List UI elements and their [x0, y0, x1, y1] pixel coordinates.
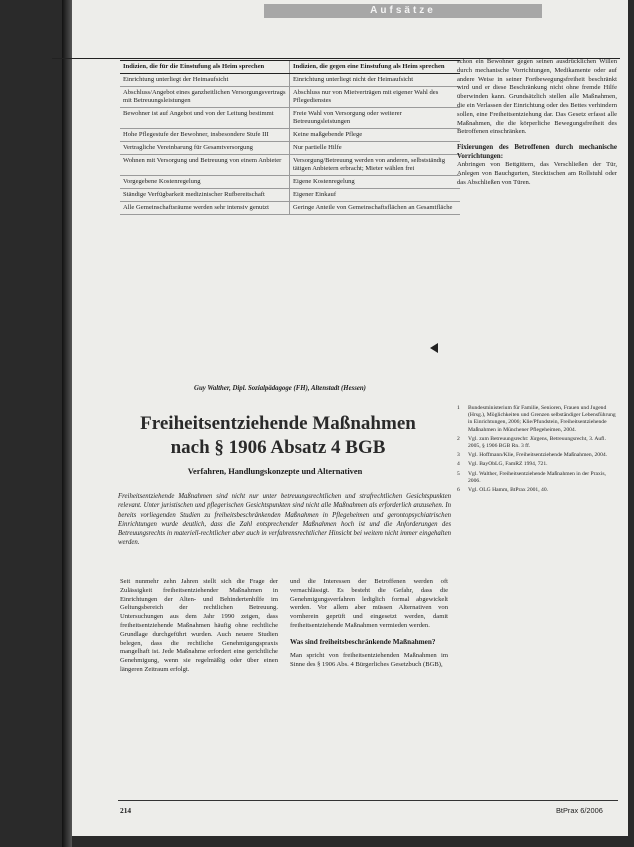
footnote-text: Vgl. OLG Hamm, BtPrax 2001, 40.: [468, 487, 549, 494]
footnote-text: Vgl. Hoffmann/Klie, Freiheitsentziehende Maßnahmen, 2004.: [468, 452, 608, 459]
section-heading: Was sind freiheitsbeschränkende Maßnahmen?: [290, 637, 436, 646]
continuation-arrow-icon: [430, 343, 438, 353]
table-cell: Keine maßgebende Pflege: [293, 131, 363, 138]
section-header: Aufsätze: [264, 4, 542, 18]
footnote: [457, 436, 617, 450]
journal-issue: BtPrax 6/2006: [556, 806, 603, 815]
table-row: [120, 129, 460, 142]
body-text: Anbringen von Bettgittern, das Verschließen der Tür, Anlegen von Bauchgurten, Stecktischen am Rollstuhl oder das Abschließen von Türen.: [457, 161, 617, 186]
table-row: [120, 202, 460, 215]
table-cell: Eigener Einkauf: [293, 191, 337, 198]
table-cell: Vertragliche Vereinbarung für Gesamtversorgung: [120, 142, 290, 154]
table-cell: Wohnen mit Versorgung und Betreuung von einem Anbieter: [120, 155, 290, 175]
footnote-number: 5: [457, 470, 460, 477]
footnote: [457, 461, 617, 468]
footnote-number: 6: [457, 487, 460, 494]
table-cell: Eigene Kostenregelung: [293, 178, 355, 185]
footnote-number: 1: [457, 405, 460, 411]
table-cell: Vorgegebene Kostenregelung: [120, 176, 290, 188]
table-row: [120, 87, 460, 108]
table-cell: Bewohner ist auf Angebot und von der Leitung bestimmt: [120, 108, 290, 128]
table-cell: Freie Wahl von Versorgung oder weiterer Betreuungsleistungen: [293, 110, 402, 125]
table-cell: Versorgung/Betreuung werden von anderen, selbstständig tätigen Anbietern erbracht; Mieter wählen frei: [293, 157, 446, 172]
page-number: 214: [120, 806, 132, 815]
footnote-number: 4: [457, 461, 460, 468]
article-title: [110, 412, 446, 460]
table-cell: Hohe Pflegestufe der Bewohner, insbesondere Stufe III: [120, 129, 290, 141]
criteria-table: [120, 60, 460, 215]
footer-rule: [118, 800, 618, 801]
table-row: [120, 176, 460, 189]
body-text: und die Interessen der Betroffenen werden oft vernachlässigt. Es besteht die Gefahr, dass die Genehmigungsverfahren lediglich formal abgewickelt werden. Vor allem aber müssen Alternativen von vornherein geprüft und eingesetzt werden, damit freiheitsentziehende Maßnahmen vermieden werden.: [290, 578, 448, 629]
footnote-text: Vgl. zum Betreuungsrecht: Jürgens, Betreuungsrecht, 3. Aufl. 2005, § 1906 BGB Rn. 3 ff.: [468, 435, 607, 450]
table-row: [120, 142, 460, 155]
body-text: Seit nunmehr zehn Jahren stellt sich die Frage der Zulässigkeit freiheitsentziehender Maßnahmen in Einrichtungen der Alten- und Behindertenhilfe im Geltungsbereich der rechtlichen Betreuung. Untersuchungen aus dem Jahr 1990 zeigen, dass freiheitsentziehende Maßnahmen häufig ohne rechtliche Grundlage durchgeführt wurden. Auch neuere Studien belegen, dass die rechtliche Genehmigungspraxis mangelhaft ist. Jede Maßnahme erfordert eine gerichtliche Genehmigung, wenn sie regelmäßig oder über einen längeren Zeitraum erfolgt.: [120, 578, 278, 673]
footnote: [457, 471, 617, 485]
article-subtitle: Verfahren, Handlungskonzepte und Alternativen: [187, 467, 363, 476]
table-cell: Abschluss/Angebot eines ganzheitlichen Versorgungsvertrags mit Betreuungsleistungen: [120, 87, 290, 107]
table-row: [120, 74, 460, 87]
table-cell: Alle Gemeinschaftsräume werden sehr intensiv genutzt: [120, 202, 290, 214]
table-header-contra: Indizien, die gegen eine Einstufung als Heim sprechen: [293, 63, 445, 70]
footnote-text: Vgl. Walther, Freiheitsentziehende Maßnahmen in der Praxis, 2006.: [468, 470, 606, 484]
section-heading: Fixierungen des Betroffenen durch mechanische Vorrichtungen:: [457, 143, 617, 161]
footnote-number: 2: [457, 435, 460, 442]
table-header-pro: Indizien, die für die Einstufung als Heim sprechen: [120, 61, 290, 73]
footnote-text: Vgl. BayObLG, FamRZ 1994, 721.: [468, 461, 548, 468]
body-column-left: [120, 578, 278, 675]
table-row: [120, 108, 460, 129]
footnote: [457, 405, 617, 434]
table-cell: Einrichtung unterliegt der Heimaufsicht: [120, 74, 290, 86]
table-cell: Ständige Verfügbarkeit medizinischer Rufbereitschaft: [120, 189, 290, 201]
table-header-row: [120, 60, 460, 74]
lead-paragraph: Freiheitsentziehende Maßnahmen sind nicht nur unter betreuungsrechtlichen und strafrechtlichen Gesichtspunkten relevant. Unter juristischen und pflegerischen Gesichtspunkten sind nicht alle Maßnahmen als erforderlich anzusehen. In bereits vorliegenden Studien zu freiheitsbeschränkenden Maßnahmen in Pflegeheimen und gerontopsychiatrischen Einrichtungen wurde deutlich, dass die Zahl entsprechender Maßnahmen hoch ist und die Anforderungen des Betreuungsrechts in materiell-rechtlicher aber auch in verfahrensrechtlicher Hinsicht bei weitem nicht immer eingehalten werden.: [118, 493, 451, 547]
footnotes: [457, 405, 617, 496]
table-cell: Einrichtung unterliegt nicht der Heimaufsicht: [293, 76, 414, 83]
footnote-number: 3: [457, 452, 460, 459]
table-cell: Geringe Anteile von Gemeinschaftsflächen an Gesamtfläche: [293, 204, 453, 211]
table-row: [120, 155, 460, 176]
footnote-text: Bundesministerium für Familie, Senioren, Frauen und Jugend (Hrsg.), Möglichkeiten und Grenzen selbständiger Lebensführung in Einrichtungen, 2006; Klie/Pfundstein, Freiheitsentziehende Maßnahmen in Münchener Pflegeheimen, 2004.: [468, 405, 616, 433]
author-line: Guy Walther, Dipl. Sozialpädagoge (FH), Altenstadt (Hessen): [194, 385, 366, 392]
body-column-right: [457, 58, 617, 188]
body-column-middle: [290, 578, 448, 669]
table-cell: Abschluss nur von Mietverträgen mit eigener Wahl des Pflegedienstes: [293, 89, 439, 104]
body-text: schon ein Bewohner gegen seinen ausdrücklichen Willen durch mechanische Vorrichtungen, Medikamente oder auf andere Weise in seiner Fortbewegungsfreiheit beschränkt wird und er diese Beschränkung nicht ohne fremde Hilfe überwinden kann. Grundsätzlich stellen alle Maßnahmen, die ein Verlassen der Einrichtung oder des Bettes verhindern sollen, eine Freiheitsentziehung dar. Das Gesetz erfasst alle Maßnahmen, die die körperliche Bewegungsfreiheit des Betroffenen einschränken.: [457, 58, 617, 136]
body-text: Man spricht von freiheitsentziehenden Maßnahmen im Sinne des § 1906 Abs. 4 Bürgerliches Gesetzbuch (BGB),: [290, 651, 448, 668]
table-cell: Nur partielle Hilfe: [293, 144, 342, 151]
footnote: [457, 487, 617, 494]
table-row: [120, 189, 460, 202]
article-title-line1: Freiheitsentziehende Maßnahmen: [140, 413, 416, 434]
footnote: [457, 452, 617, 459]
article-title-line2: nach § 1906 Absatz 4 BGB: [170, 437, 386, 458]
